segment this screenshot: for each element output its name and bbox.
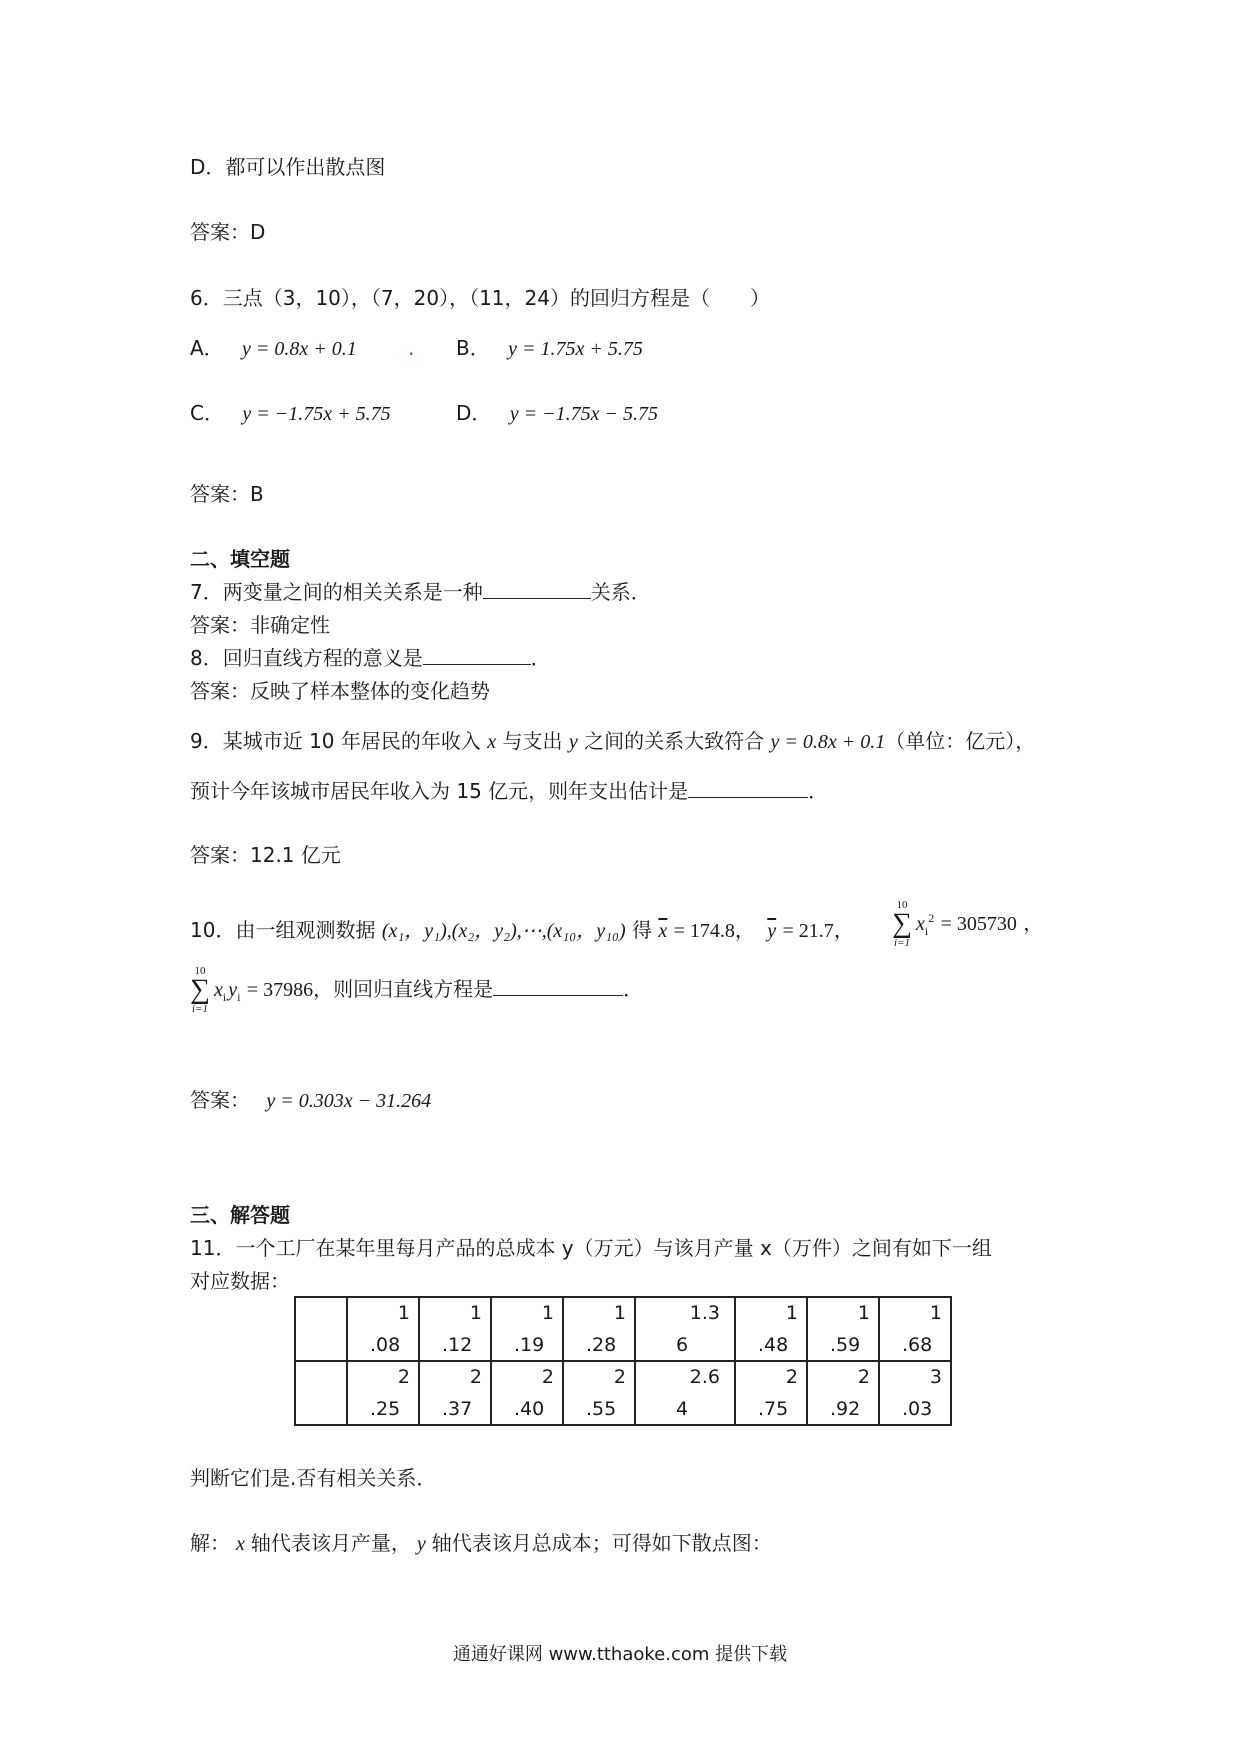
q7-prefix: 7．两变量之间的相关关系是一种 <box>190 580 483 604</box>
table-cell: 1 .59 <box>807 1297 879 1361</box>
q9-answer: 答案：12.1 亿元 <box>190 843 341 867</box>
q8-blank[interactable] <box>423 646 531 665</box>
q6-option-d-row <box>456 401 658 426</box>
table-cell: 2 .37 <box>419 1361 491 1425</box>
q10-sum2-top: 10 <box>194 965 206 977</box>
q9-line2-end: ． <box>808 779 829 803</box>
q10-xbar: $\overline{x}$ <box>658 920 668 942</box>
q7-question <box>190 580 651 604</box>
q8-prefix: 8．回归直线方程的意义是 <box>190 646 423 670</box>
q10-line2-text: ，则回归直线方程是 <box>313 976 494 1001</box>
q6-option-a: y = 0.8x + 0.1 <box>242 338 357 360</box>
table-cell: 1 .48 <box>735 1297 807 1361</box>
q9-formula: y = 0.8x + 0.1 <box>770 731 886 753</box>
q9-text-d: （单位：亿元）， <box>885 729 1036 753</box>
q10-line2-end: ． <box>623 976 644 1001</box>
q10-line2 <box>186 966 643 1015</box>
q10-sum1-sigma <box>892 900 912 949</box>
q6-option-b-label: B． <box>456 336 490 360</box>
q8-question <box>190 646 551 670</box>
q10-sum2-x-sub: i <box>222 989 227 1004</box>
q11-solution-y: y <box>416 1533 426 1555</box>
q6-stem: 6．三点（3，10），（7，20），（11，24）的回归方程是（ ） <box>190 286 770 310</box>
q5-answer: 答案：D <box>190 220 266 244</box>
table-cell: 1 .68 <box>879 1297 951 1361</box>
q11-judge: 判断它们是.否有相关关系． <box>190 1466 437 1490</box>
section-2-title: 二、填空题 <box>190 547 290 571</box>
q10-sum1: 10 ∑ i=1 $x_i^2 = 305730$ ， <box>892 899 1044 949</box>
q7-answer: 答案：非确定性 <box>190 613 330 637</box>
q11-line2: 对应数据： <box>190 1269 290 1293</box>
table-row <box>295 1361 951 1425</box>
q10-sum1-bottom: i=1 <box>893 936 910 949</box>
q10-sum2-value: = 37986 <box>246 978 314 1001</box>
q8-answer: 答案：反映了样本整体的变化趋势 <box>190 679 490 703</box>
q10-data-expr: (x₁，y₁),(x₂，y₂),⋯,(x₁₀，y₁₀) <box>381 920 626 942</box>
q10-get: 得 <box>632 918 653 942</box>
q11-solution <box>190 1531 772 1556</box>
q10-sum1-value: = 305730 <box>940 912 1017 935</box>
q6-option-c-row <box>190 401 391 426</box>
q11-data-table <box>294 1296 952 1426</box>
q10-blank[interactable] <box>493 977 623 996</box>
q10-sum2-y: y <box>228 978 238 1001</box>
q11-solution-a: 解： <box>190 1531 230 1555</box>
table-cell: 2 .92 <box>807 1361 879 1425</box>
q6-option-d: y = −1.75x − 5.75 <box>509 403 659 425</box>
q10-xbar-value: = 174.8 <box>673 920 735 942</box>
q9-blank[interactable] <box>688 779 808 798</box>
table-cell: 1 .08 <box>347 1297 419 1361</box>
table-cell: 2 .25 <box>347 1361 419 1425</box>
q6-option-b: y = 1.75x + 5.75 <box>508 338 643 360</box>
q10-prefix: 10．由一组观测数据 <box>190 918 376 942</box>
q10-sum2-y-sub: i <box>237 989 241 1004</box>
table-cell: 2 .75 <box>735 1361 807 1425</box>
table-cell: 3 .03 <box>879 1361 951 1425</box>
q10-sum1-sup: 2 <box>928 910 935 925</box>
q10-line1: 10．由一组观测数据 (x₁，y₁),(x₂，y₂),⋯,(x₁₀，y₁₀) 得 $\overline{x} = 174.8$， $\overline{y} = 21.7$， <box>190 918 854 942</box>
q10-answer-label: 答案： <box>190 1088 250 1112</box>
table-cell: 1 .12 <box>419 1297 491 1361</box>
q6-answer: 答案：B <box>190 482 264 506</box>
sigma-icon: ∑ <box>190 974 210 1005</box>
q10-sum2-bottom: i=1 <box>191 1002 208 1015</box>
q10-sum1-top: 10 <box>896 899 908 911</box>
q7-suffix: 关系． <box>590 580 651 604</box>
q9-text-c: 之间的关系大致符合 <box>584 729 765 753</box>
table-cell: 1 .19 <box>491 1297 563 1361</box>
q11-solution-c: 轴代表该月总成本；可得如下散点图： <box>431 1531 772 1555</box>
q6-options-ab <box>190 336 357 361</box>
table-row-header <box>295 1361 347 1425</box>
stray-dot: . <box>408 336 415 360</box>
q10-ybar-value: = 21.7 <box>782 920 834 942</box>
q11-solution-x: x <box>236 1533 245 1555</box>
q6-option-d-label: D． <box>456 401 492 425</box>
q10-sum1-sub: i <box>924 923 929 938</box>
table-row-header <box>295 1297 347 1361</box>
table-cell: 2 .55 <box>563 1361 635 1425</box>
q9-var-x: x <box>487 731 497 753</box>
q11-solution-b: 轴代表该月产量， <box>250 1531 411 1555</box>
q5-option-d: D．都可以作出散点图 <box>190 155 386 179</box>
table-row <box>295 1297 951 1361</box>
q9-line1 <box>190 729 1035 754</box>
q8-suffix: ． <box>530 646 551 670</box>
q7-blank[interactable] <box>483 580 591 599</box>
q10-sum2-x: x <box>213 978 223 1001</box>
q9-var-y: y <box>568 731 578 753</box>
q6-option-b-row <box>456 336 643 361</box>
table-cell: 1.3 6 <box>635 1297 735 1361</box>
q10-ybar: $\overline{y}$ <box>767 920 777 942</box>
q10-sum1-body: x <box>915 912 925 935</box>
page-footer: 通通好课网 www.tthaoke.com 提供下载 <box>452 1644 788 1665</box>
q6-option-a-label: A． <box>190 336 224 360</box>
q9-line2 <box>190 779 828 803</box>
table-cell: 2.6 4 <box>635 1361 735 1425</box>
q9-text-b: 与支出 <box>502 729 563 753</box>
section-3-title: 三、解答题 <box>190 1203 290 1227</box>
q10-answer-row <box>190 1088 431 1113</box>
sigma-icon: ∑ <box>892 908 912 939</box>
q6-option-c: y = −1.75x + 5.75 <box>242 403 391 425</box>
q9-text-a: 9．某城市近 10 年居民的年收入 <box>190 729 481 753</box>
q6-option-c-label: C． <box>190 401 224 425</box>
q10-answer: y = 0.303x − 31.264 <box>266 1090 432 1112</box>
table-cell: 2 .40 <box>491 1361 563 1425</box>
q11-line1: 11．一个工厂在某年里每月产品的总成本 y（万元）与该月产量 x（万件）之间有如下一组 <box>190 1236 992 1260</box>
q9-line2-text: 预计今年该城市居民年收入为 15 亿元，则年支出估计是 <box>190 779 689 803</box>
q10-sum2-sigma <box>190 966 210 1015</box>
table-cell: 1 .28 <box>563 1297 635 1361</box>
